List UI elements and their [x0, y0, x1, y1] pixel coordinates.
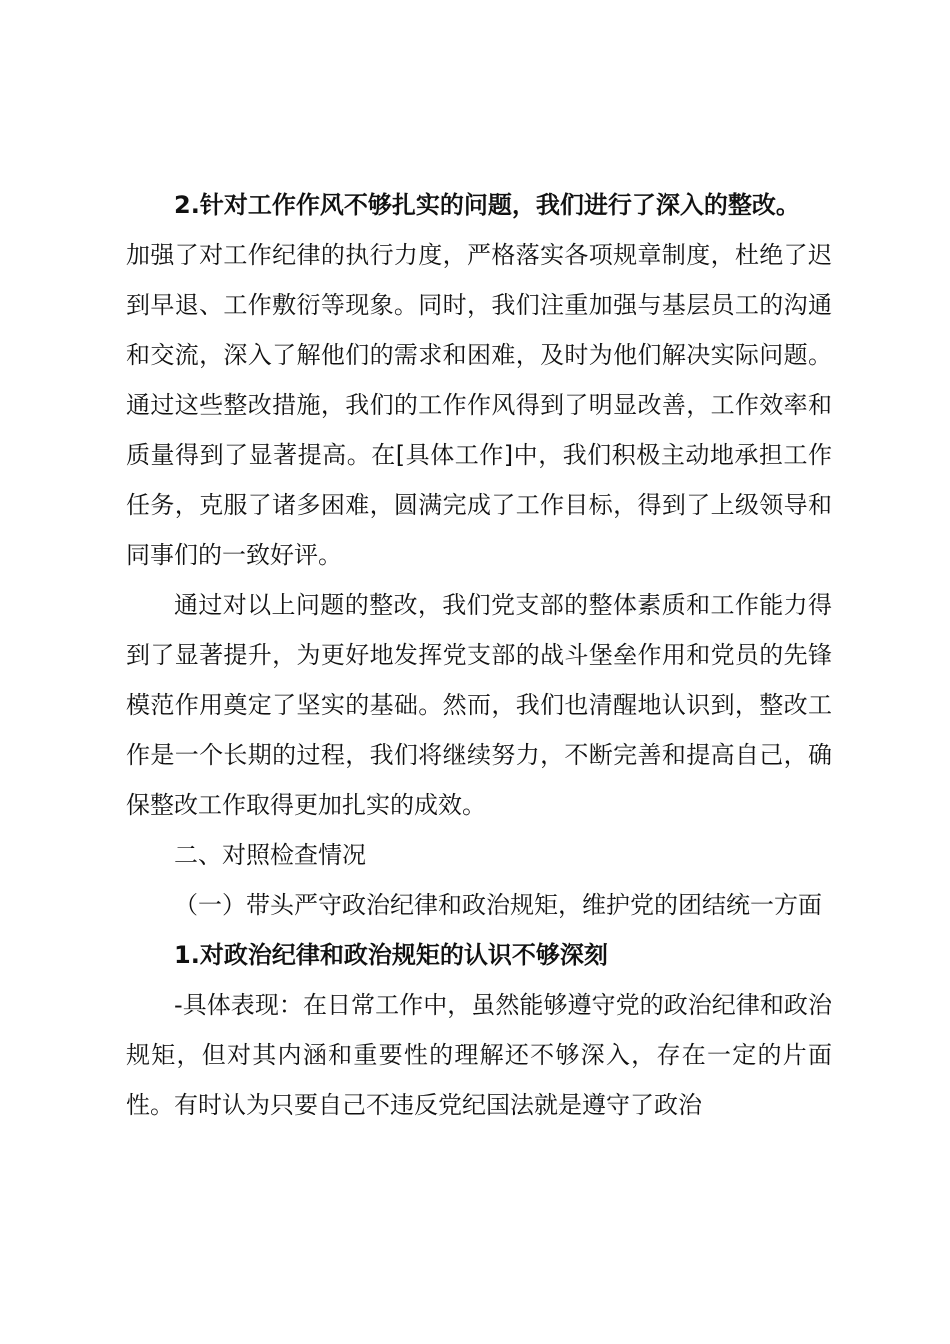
paragraph-heading-work-style: 2.针对工作作风不够扎实的问题，我们进行了深入的整改。 — [174, 191, 800, 219]
item-heading-understanding: 1.对政治纪律和政治规矩的认识不够深刻 — [174, 941, 608, 969]
subsection-heading-political-discipline: （一）带头严守政治纪律和政治规矩，维护党的团结统一方面 — [174, 891, 822, 919]
paragraph-work-style-measures: 加强了对工作纪律的执行力度，严格落实各项规章制度，杜绝了迟到早退、工作敷衍等现象。同时，我们注重加强与基层员工的沟通和交流，深入了解他们的需求和困难，及时为他们解决实际问题。通过这些整改措施，我们的工作作风得到了明显改善，工作效率和质量得到了显著提高。在[具体工作]中，我们积极主动地承担工作任务，克服了诸多困难，圆满完成了工作目标，得到了上级领导和同事们的一致好评。 — [126, 241, 832, 569]
paragraph-rectification-summary: 通过对以上问题的整改，我们党支部的整体素质和工作能力得到了显著提升，为更好地发挥党支部的战斗堡垒作用和党员的先锋模范作用奠定了坚实的基础。然而，我们也清醒地认识到，整改工作是一个长期的过程，我们将继续努力，不断完善和提高自己，确保整改工作取得更加扎实的成效。 — [126, 591, 832, 819]
document-body — [126, 180, 832, 1130]
paragraph-specific-manifestation: -具体表现：在日常工作中，虽然能够遵守党的政治纪律和政治规矩，但对其内涵和重要性的理解还不够深入，存在一定的片面性。有时认为只要自己不违反党纪国法就是遵守了政治 — [126, 991, 832, 1119]
section-heading-comparison-check: 二、对照检查情况 — [174, 841, 366, 869]
